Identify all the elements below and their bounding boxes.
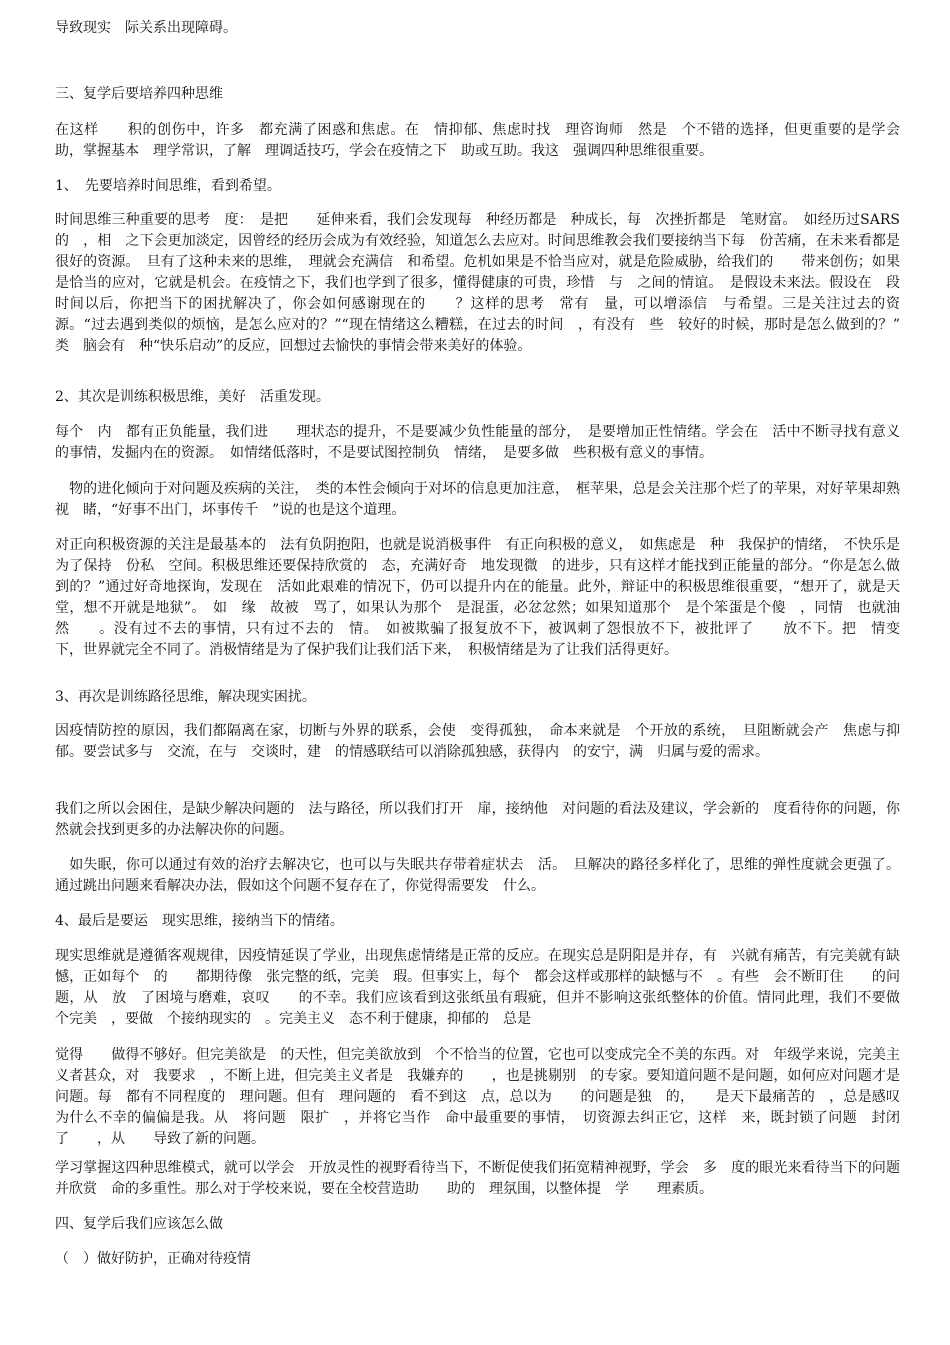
paragraph-time-thinking: 时间思维三种重要的思考 度： 是把 延伸来看，我们会发现每 种经历都是 种成长，每 次挫折都是 笔财富。 如经历过SARS 的 ，相 之下会更加淡定，因曾经的经历会成为有效经验，知道怎么去应对。时间思维教会我们要接纳当下每 份苦痛，在未来看都是很好的资源。 旦有了这种未来的思维， 理就会充满信 和希望。危机如果是不恰当应对，就是危险威胁，给我们的 带来创伤；如果是恰当的应对，它就是机会。在疫情之下，我们也学到了很多，懂得健康的可贵，珍惜 与 之间的情谊。 是假设未来法。假设在 段时间以后，你把当下的困扰解决了，你会如何感谢现在的 ？这样的思考 常有 量，可以增添信 与希望。三是关注过去的资源。“过去遇到类似的烦恼，是怎么应对的？”“现在情绪这么糟糕，在过去的时间 ，有没有 些 较好的时候，那时是怎么做到的？” 类 脑会有 种“快乐启动”的反应，回想过去愉快的事情会带来美好的体验。	[55, 212, 914, 354]
paragraph-isolation: 因疫情防控的原因，我们都隔离在家，切断与外界的联系，会使 变得孤独， 命本来就是 个开放的系统， 旦阻断就会产 焦虑与抑郁。要尝试多与 交流，在与 交谈时，建 的情感联结可以消除孤独感，获得内 的安宁，满 归属与爱的需求。	[55, 723, 900, 760]
subheading-path-thinking: 3、再次是训练路径思维，解决现实困扰。	[55, 689, 316, 705]
paragraph-stuck: 我们之所以会困住，是缺少解决问题的 法与路径，所以我们打开 扉，接纳他 对问题的看法及建议，学会新的 度看待你的问题，你 然就会找到更多的办法解决你的问题。	[55, 801, 914, 838]
paragraph-evolution-bias: 物的进化倾向于对问题及疾病的关注， 类的本性会倾向于对坏的信息更加注意， 框苹果，总是会关注那个烂了的苹果，对好苹果却熟视 睹，“好事不出门，坏事传千 ”说的也是这个道理。	[55, 481, 900, 518]
paragraph-positive-energy: 每个 内 都有正负能量，我们进 理状态的提升，不是要减少负性能量的部分， 是要增加正性情绪。学会在 活中不断寻找有意义的事情，发掘内在的资源。 如情绪低落时，不是要试图控制负 情绪， 是要多做 些积极有意义的事情。	[55, 424, 900, 461]
subheading-protection: （ ）做好防护，正确对待疫情	[55, 1251, 251, 1267]
paragraph-positive-resources: 对正向积极资源的关注是最基本的 法有负阴抱阳，也就是说消极事件 有正向积极的意义， 如焦虑是 种 我保护的情绪， 不快乐是为了保持 份私 空间。积极思维还要保持欣赏的 态，充满好奇 地发现微 的进步，只有这样才能找到正能量的部分。“你是怎么做到的？”通过好奇地探询，发现在 活如此艰难的情况下，仍可以提升内在的能量。此外，辩证中的积极思维很重要，“想开了，就是天堂，想不开就是地狱”。 如 缘 故被 骂了，如果认为那个 是混蛋，必忿忿然；如果知道那个 是个笨蛋是个傻 ，同情 也就油然 。没有过不去的事情，只有过不去的 情。 如被欺骗了报复放不下，被讽刺了怨恨放不下，被批评了 放不下。把 情变 下，世界就完全不同了。消极情绪是为了保护我们让我们活下来， 积极情绪是为了让我们活得更好。	[55, 537, 914, 658]
section-heading-four: 四、复学后我们应该怎么做	[55, 1216, 223, 1232]
paragraph-reality-thinking: 现实思维就是遵循客观规律，因疫情延误了学业，出现焦虑情绪是正常的反应。在现实总是阴阳是并存，有 兴就有痛苦，有完美就有缺憾，正如每个 的 都期待像 张完整的纸，完美 瑕。但事实上，每个 都会这样或那样的缺憾与不 。有些 会不断盯住 的问题，从 放 了困境与磨难，哀叹 的不幸。我们应该看到这张纸虽有瑕疵，但并不影响这张纸整体的价值。情同此理，我们不要做 个完美 ，要做 个接纳现实的 。完美主义 态不利于健康，抑郁的 总是	[55, 948, 914, 1027]
subheading-positive-thinking: 2、其次是训练积极思维，美好 活重发现。	[55, 389, 330, 405]
paragraph-insomnia: 如失眠，你可以通过有效的治疗去解决它，也可以与失眠共存带着症状去 活。 旦解决的路径多样化了，思维的弹性度就会更强了。通过跳出问题来看解决办法，假如这个问题不复存在了，你觉得需要发 什么。	[55, 857, 900, 894]
paragraph-intro-fragment: 导致现实 际关系出现障碍。	[55, 20, 237, 36]
section-heading-three: 三、复学后要培养四种思维	[55, 86, 223, 102]
paragraph-summary: 学习掌握这四种思维模式，就可以学会 开放灵性的视野看待当下，不断促使我们拓宽精神视野，学会 多 度的眼光来看待当下的问题并欣赏 命的多重性。那么对于学校来说，要在全校营造助 助的 理氛围，以整体提 学 理素质。	[55, 1160, 900, 1197]
subheading-time-thinking: 1、 先要培养时间思维，看到希望。	[55, 178, 281, 194]
paragraph-perfectionism: 觉得 做得不够好。但完美欲是 的天性，但完美欲放到 个不恰当的位置，它也可以变成完全不美的东西。对 年级学来说，完美主义者甚众，对 我要求 ，不断上进，但完美主义者是 我嫌弃的 ，也是挑剔别 的专家。要知道问题不是问题，如何应对问题才是问题。每 都有不同程度的 理问题。但有 理问题的 看不到这 点，总以为 的问题是独 的， 是天下最痛苦的 ，总是感叹为什么不幸的偏偏是我。从 将问题 限扩 ，并将它当作 命中最重要的事情， 切资源去纠正它，这样 来，既封锁了问题 封闭了 ，从 导致了新的问题。	[55, 1047, 900, 1147]
paragraph-intro-four-thinking: 在这样 积的创伤中，许多 都充满了困惑和焦虑。在 情抑郁、焦虑时找 理咨询师 然是 个不错的选择，但更重要的是学会 助，掌握基本 理学常识，了解 理调适技巧，学会在疫情之下 助或互助。我这 强调四种思维很重要。	[55, 122, 914, 159]
subheading-reality-thinking: 4、最后是要运 现实思维，接纳当下的情绪。	[55, 913, 344, 929]
